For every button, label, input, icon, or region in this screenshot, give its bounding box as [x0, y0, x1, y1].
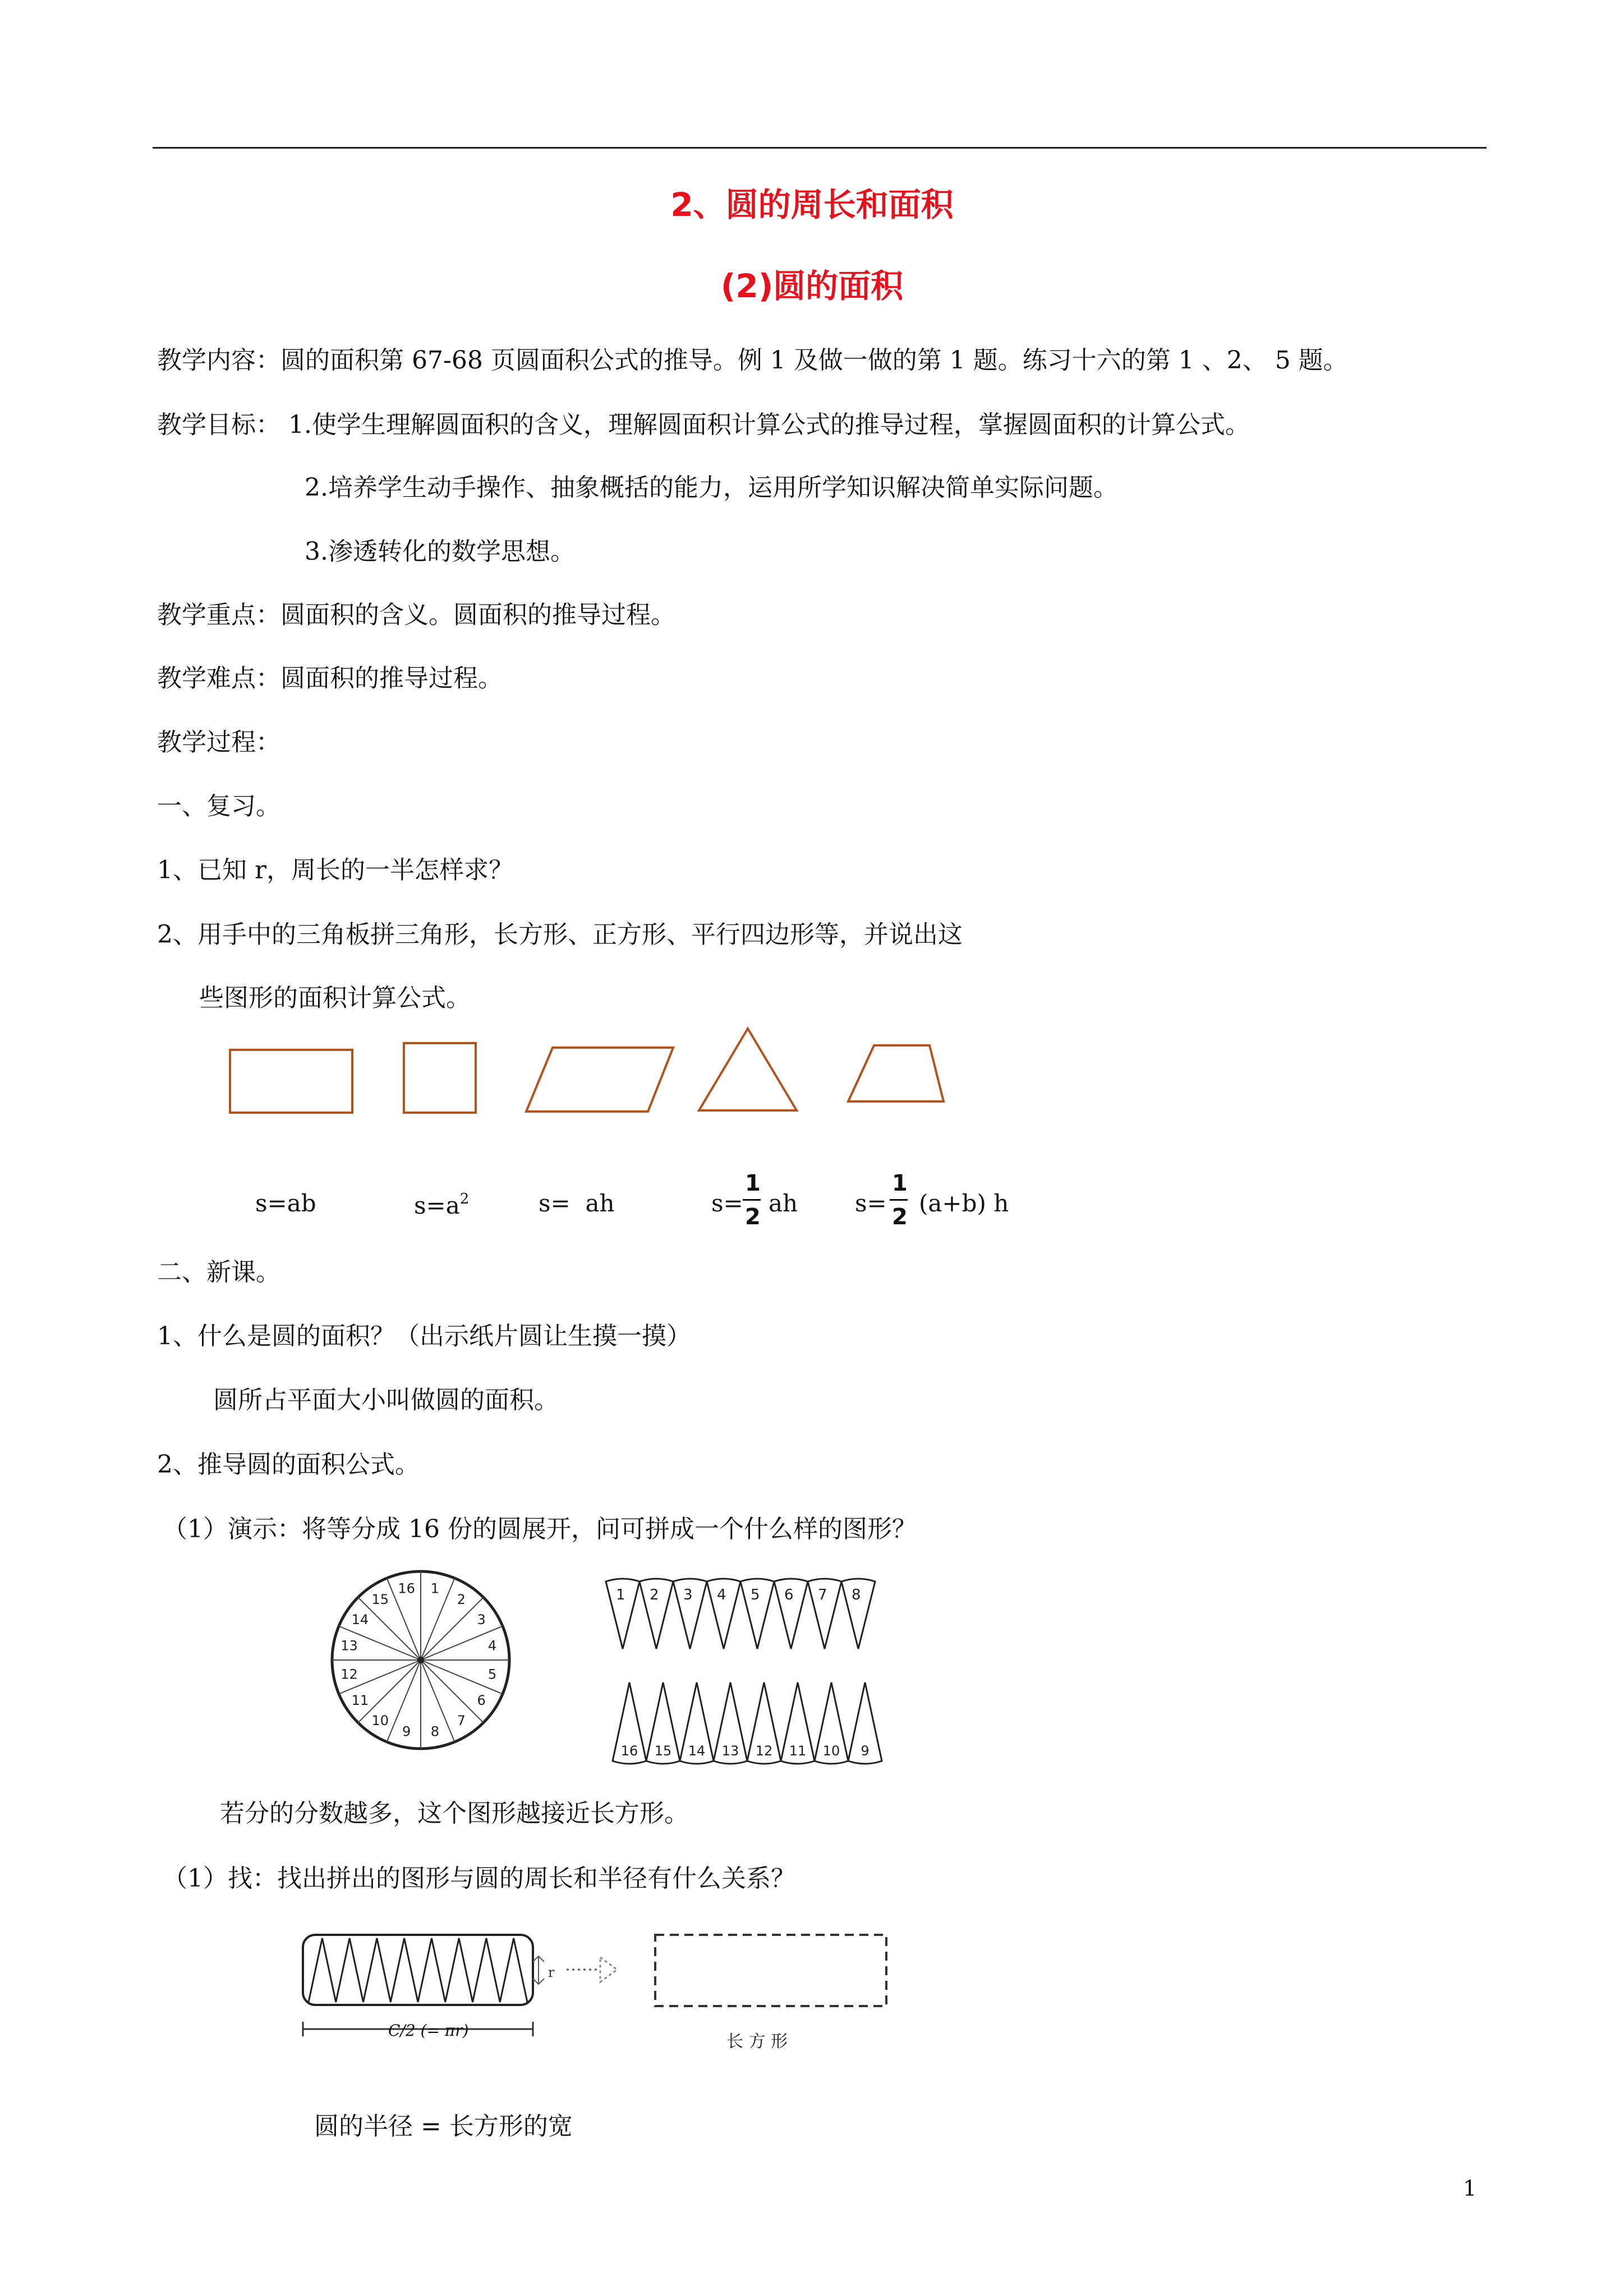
- new-item-1-answer: 圆所占平面大小叫做圆的面积。: [213, 1386, 559, 1414]
- length-label: C/2 (= πr): [388, 2021, 469, 2040]
- review-item-2-continued: 些图形的面积计算公式。: [199, 984, 471, 1012]
- sector-number: 6: [477, 1693, 486, 1709]
- formula-triangle-prefix: s=: [711, 1190, 743, 1217]
- sector-number: 13: [341, 1638, 358, 1654]
- teaching-difficulty: 教学难点：圆面积的推导过程。: [157, 664, 503, 693]
- square-shape: [404, 1043, 476, 1113]
- trapezoid-fraction-numerator: 1: [892, 1170, 908, 1196]
- teaching-goal-1: 教学目标： 1.使学生理解圆面积的含义，理解圆面积计算公式的推导过程，掌握圆面积的计算公式。: [157, 411, 1250, 439]
- triangle-shape: [699, 1029, 797, 1110]
- sector-piece-number: 6: [784, 1587, 794, 1603]
- sector-number: 16: [398, 1580, 415, 1597]
- sector-spoke: [421, 1597, 484, 1660]
- sector-piece-number: 3: [683, 1587, 693, 1603]
- sector-number: 2: [457, 1591, 466, 1607]
- new-item-1: 1、什么是圆的面积？（出示纸片圆让生摸一摸）: [157, 1322, 691, 1350]
- teaching-process-heading: 教学过程：: [157, 728, 280, 757]
- transform-arrow-icon: [600, 1957, 617, 1982]
- triangle-fraction-numerator: 1: [745, 1170, 761, 1196]
- page-title: 2、圆的周长和面积: [670, 186, 954, 224]
- teaching-goal-3: 3.渗透转化的数学思想。: [305, 537, 575, 566]
- find-relation-instruction: （1）找：找出拼出的图形与圆的周长和半径有什么关系？: [163, 1864, 795, 1893]
- trapezoid-shape: [848, 1045, 944, 1101]
- sector-number: 8: [430, 1723, 440, 1740]
- sector-piece-number: 2: [650, 1587, 659, 1603]
- formula-rectangle: s=ab: [255, 1190, 316, 1217]
- sector-number: 11: [351, 1693, 369, 1709]
- sector-piece-number: 16: [620, 1743, 638, 1759]
- teaching-content: 教学内容：圆的面积第 67-68 页圆面积公式的推导。例 1 及做一做的第 1 题。练习十六的第 1 、2、 5 题。: [157, 346, 1348, 375]
- sector-spoke: [421, 1660, 484, 1723]
- sixteen-sector-circle-figure: [325, 1565, 516, 1755]
- new-item-2: 2、推导圆的面积公式。: [157, 1450, 420, 1479]
- trapezoid-fraction-denominator: 2: [892, 1204, 908, 1230]
- sector-number: 9: [402, 1723, 411, 1740]
- sector-number: 12: [341, 1666, 358, 1682]
- sector-piece-number: 10: [822, 1743, 840, 1759]
- page-subtitle: (2)圆的面积: [720, 267, 904, 305]
- rectangle-shape: [230, 1050, 352, 1113]
- sector-piece-number: 11: [789, 1743, 807, 1759]
- triangle-fraction-bar: [743, 1199, 761, 1201]
- sector-spoke: [358, 1597, 421, 1660]
- sector-piece-number: 5: [751, 1587, 760, 1603]
- sector-piece-number: 8: [852, 1587, 861, 1603]
- unrolled-sectors-figure: [595, 1570, 909, 1783]
- formula-parallelogram: s= ah: [539, 1190, 615, 1217]
- sector-piece-number: 15: [654, 1743, 672, 1759]
- sector-number: 14: [351, 1611, 369, 1628]
- sector-number: 4: [487, 1638, 497, 1654]
- demo-instruction: （1）演示：将等分成 16 份的圆展开，问可拼成一个什么样的图形？: [163, 1515, 917, 1543]
- sector-piece-number: 7: [818, 1587, 827, 1603]
- dashed-rectangle: [655, 1935, 886, 2006]
- trapezoid-fraction-bar: [890, 1199, 908, 1201]
- formula-trapezoid-suffix: (a+b) h: [919, 1190, 1009, 1217]
- rectangle-label: 长 方 形: [726, 2032, 788, 2051]
- sector-spoke: [358, 1660, 421, 1723]
- teaching-key-point: 教学重点：圆面积的含义。圆面积的推导过程。: [157, 601, 675, 629]
- page-number: 1: [1463, 2176, 1477, 2201]
- formula-square: $s=a^2$: [414, 1191, 470, 1219]
- teaching-goal-2: 2.培养学生动手操作、抽象概括的能力，运用所学知识解决简单实际问题。: [305, 473, 1118, 502]
- header-rule: [153, 147, 1487, 149]
- sector-number: 10: [371, 1713, 389, 1729]
- sector-number: 15: [371, 1591, 389, 1607]
- sector-number: 7: [457, 1713, 466, 1729]
- zigzag-line: [309, 1938, 527, 2002]
- section-new-lesson-heading: 二、新课。: [157, 1258, 280, 1287]
- radius-equals-width: 圆的半径 = 长方形的宽: [314, 2112, 573, 2141]
- zigzag-rectangle: [303, 1935, 533, 2005]
- rearranged-rectangle-figure: [269, 1918, 909, 2064]
- sector-piece-number: 14: [688, 1743, 706, 1759]
- sector-piece-number: 1: [616, 1587, 625, 1603]
- section-review-heading: 一、复习。: [157, 792, 280, 820]
- sector-piece-number: 4: [717, 1587, 726, 1603]
- review-item-2: 2、用手中的三角板拼三角形，长方形、正方形、平行四边形等，并说出这: [157, 920, 963, 949]
- sector-piece-number: 9: [861, 1743, 869, 1759]
- parallelogram-shape: [526, 1048, 673, 1112]
- width-label: r: [548, 1965, 555, 1980]
- circle-center: [417, 1657, 424, 1663]
- sector-piece-number: 13: [721, 1743, 739, 1759]
- area-shapes-figure: [213, 1021, 965, 1122]
- formula-trapezoid-prefix: s=: [855, 1190, 887, 1217]
- triangle-fraction-denominator: 2: [745, 1204, 761, 1230]
- formula-triangle-suffix: ah: [769, 1190, 798, 1217]
- review-item-1: 1、已知 r，周长的一半怎样求？: [157, 856, 514, 884]
- sector-number: 3: [477, 1611, 486, 1628]
- closer-to-rectangle-note: 若分的分数越多，这个图形越接近长方形。: [220, 1799, 689, 1828]
- sector-number: 1: [430, 1580, 440, 1597]
- sector-piece-number: 12: [755, 1743, 773, 1759]
- sector-number: 5: [487, 1666, 497, 1682]
